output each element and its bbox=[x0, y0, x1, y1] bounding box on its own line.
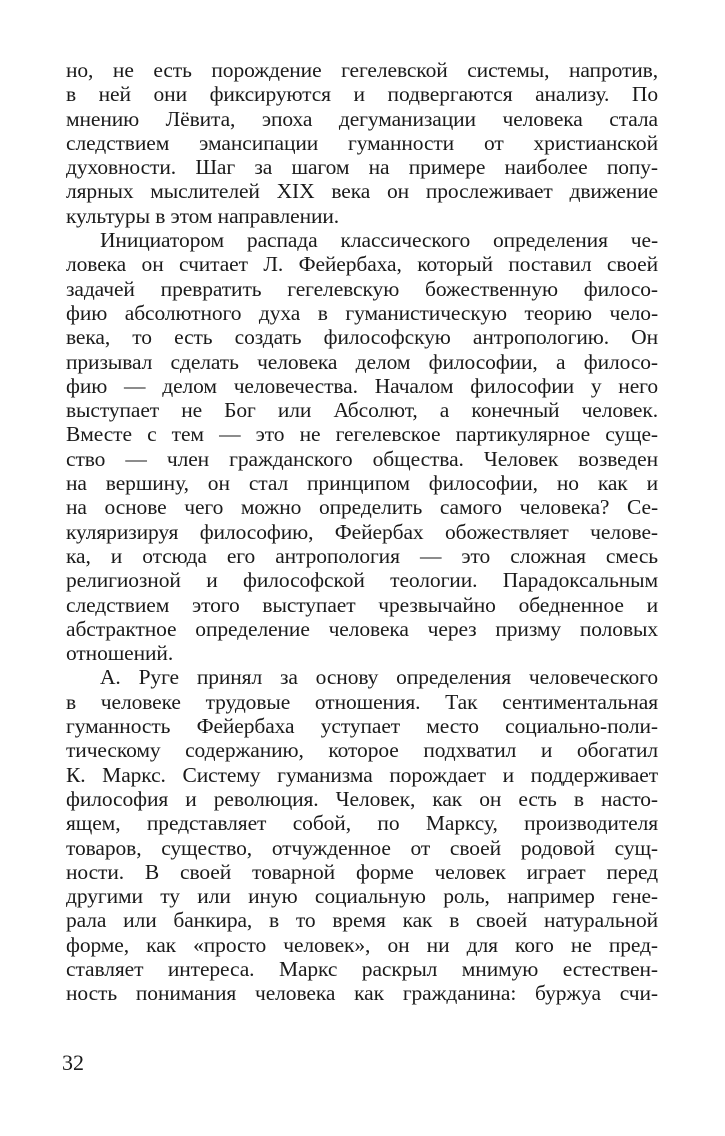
text-line: куляризируя философию, Фейербах обожествляет челове- bbox=[66, 519, 658, 544]
text-line: рала или банкира, в то время как в своей натуральной bbox=[66, 908, 658, 933]
page-number: 32 bbox=[62, 1050, 84, 1075]
text-line: на основе чего можно определить самого человека? Се- bbox=[66, 495, 658, 520]
text-line: выступает не Бог или Абсолют, а конечный человек. bbox=[66, 398, 658, 423]
paragraph-1 bbox=[66, 58, 658, 228]
text-line: фию — делом человечества. Началом философии у него bbox=[66, 373, 658, 398]
text-line: ность понимания человека как гражданина: буржуа счи- bbox=[66, 981, 658, 1006]
text-line: К. Маркс. Систему гуманизма порождает и поддерживает bbox=[66, 762, 658, 787]
text-line: в человеке трудовые отношения. Так сентиментальная bbox=[66, 689, 658, 714]
text-line: товаров, существо, отчужденное от своей родовой сущ- bbox=[66, 835, 658, 860]
text-line: абстрактное определение человека через призму половых bbox=[66, 616, 658, 641]
text-line: мнению Лёвита, эпоха дегуманизации человека стала bbox=[66, 106, 658, 131]
text-line: ящем, представляет собой, по Марксу, производителя bbox=[66, 811, 658, 836]
text-line: А. Руге принял за основу определения человеческого bbox=[100, 665, 658, 690]
paragraph-2 bbox=[66, 228, 658, 665]
text-line: следствием эмансипации гуманности от христианской bbox=[66, 130, 658, 155]
text-line: форме, как «просто человек», он ни для кого не пред- bbox=[66, 932, 658, 957]
text-line: задачей превратить гегелевскую божественную филосо- bbox=[66, 276, 658, 301]
text-line: Инициатором распада классического определения че- bbox=[100, 228, 658, 253]
text-line: гуманность Фейербаха уступает место социально-поли- bbox=[66, 714, 658, 739]
text-line: ка, и отсюда его антропология — это сложная смесь bbox=[66, 543, 658, 568]
text-line: отношений. bbox=[66, 641, 174, 666]
text-line: в ней они фиксируются и подвергаются анализу. По bbox=[66, 82, 658, 107]
text-line: следствием этого выступает чрезвычайно обедненное и bbox=[66, 592, 658, 617]
text-line: культуры в этом направлении. bbox=[66, 203, 340, 228]
text-line: духовности. Шаг за шагом на примере наиболее попу- bbox=[66, 155, 658, 180]
text-line: на вершину, он стал принципом философии, но как и bbox=[66, 471, 658, 496]
text-line: ство — член гражданского общества. Человек возведен bbox=[66, 446, 658, 471]
text-line: но, не есть порождение гегелевской системы, напротив, bbox=[66, 58, 658, 82]
text-line: ности. В своей товарной форме человек играет перед bbox=[66, 859, 658, 884]
paragraph-3 bbox=[66, 665, 658, 1005]
text-line: ставляет интереса. Маркс раскрыл мнимую естествен- bbox=[66, 956, 658, 981]
text-line: философия и революция. Человек, как он есть в насто- bbox=[66, 786, 658, 811]
text-line: тическому содержанию, которое подхватил и обогатил bbox=[66, 738, 658, 763]
text-line: лярных мыслителей XIX века он прослеживает движение bbox=[66, 179, 658, 204]
text-line: другими ту или иную социальную роль, например гене- bbox=[66, 884, 658, 909]
text-line: ловека он считает Л. Фейербаха, который поставил своей bbox=[66, 252, 658, 277]
text-line: призывал сделать человека делом философии, а филосо- bbox=[66, 349, 658, 374]
text-line: фию абсолютного духа в гуманистическую теорию чело- bbox=[66, 300, 658, 325]
page-body bbox=[66, 58, 658, 1006]
text-line: Вместе с тем — это не гегелевское партикулярное суще- bbox=[66, 422, 658, 447]
text-line: религиозной и философской теологии. Парадоксальным bbox=[66, 568, 658, 593]
text-line: века, то есть создать философскую антропологию. Он bbox=[66, 325, 658, 350]
